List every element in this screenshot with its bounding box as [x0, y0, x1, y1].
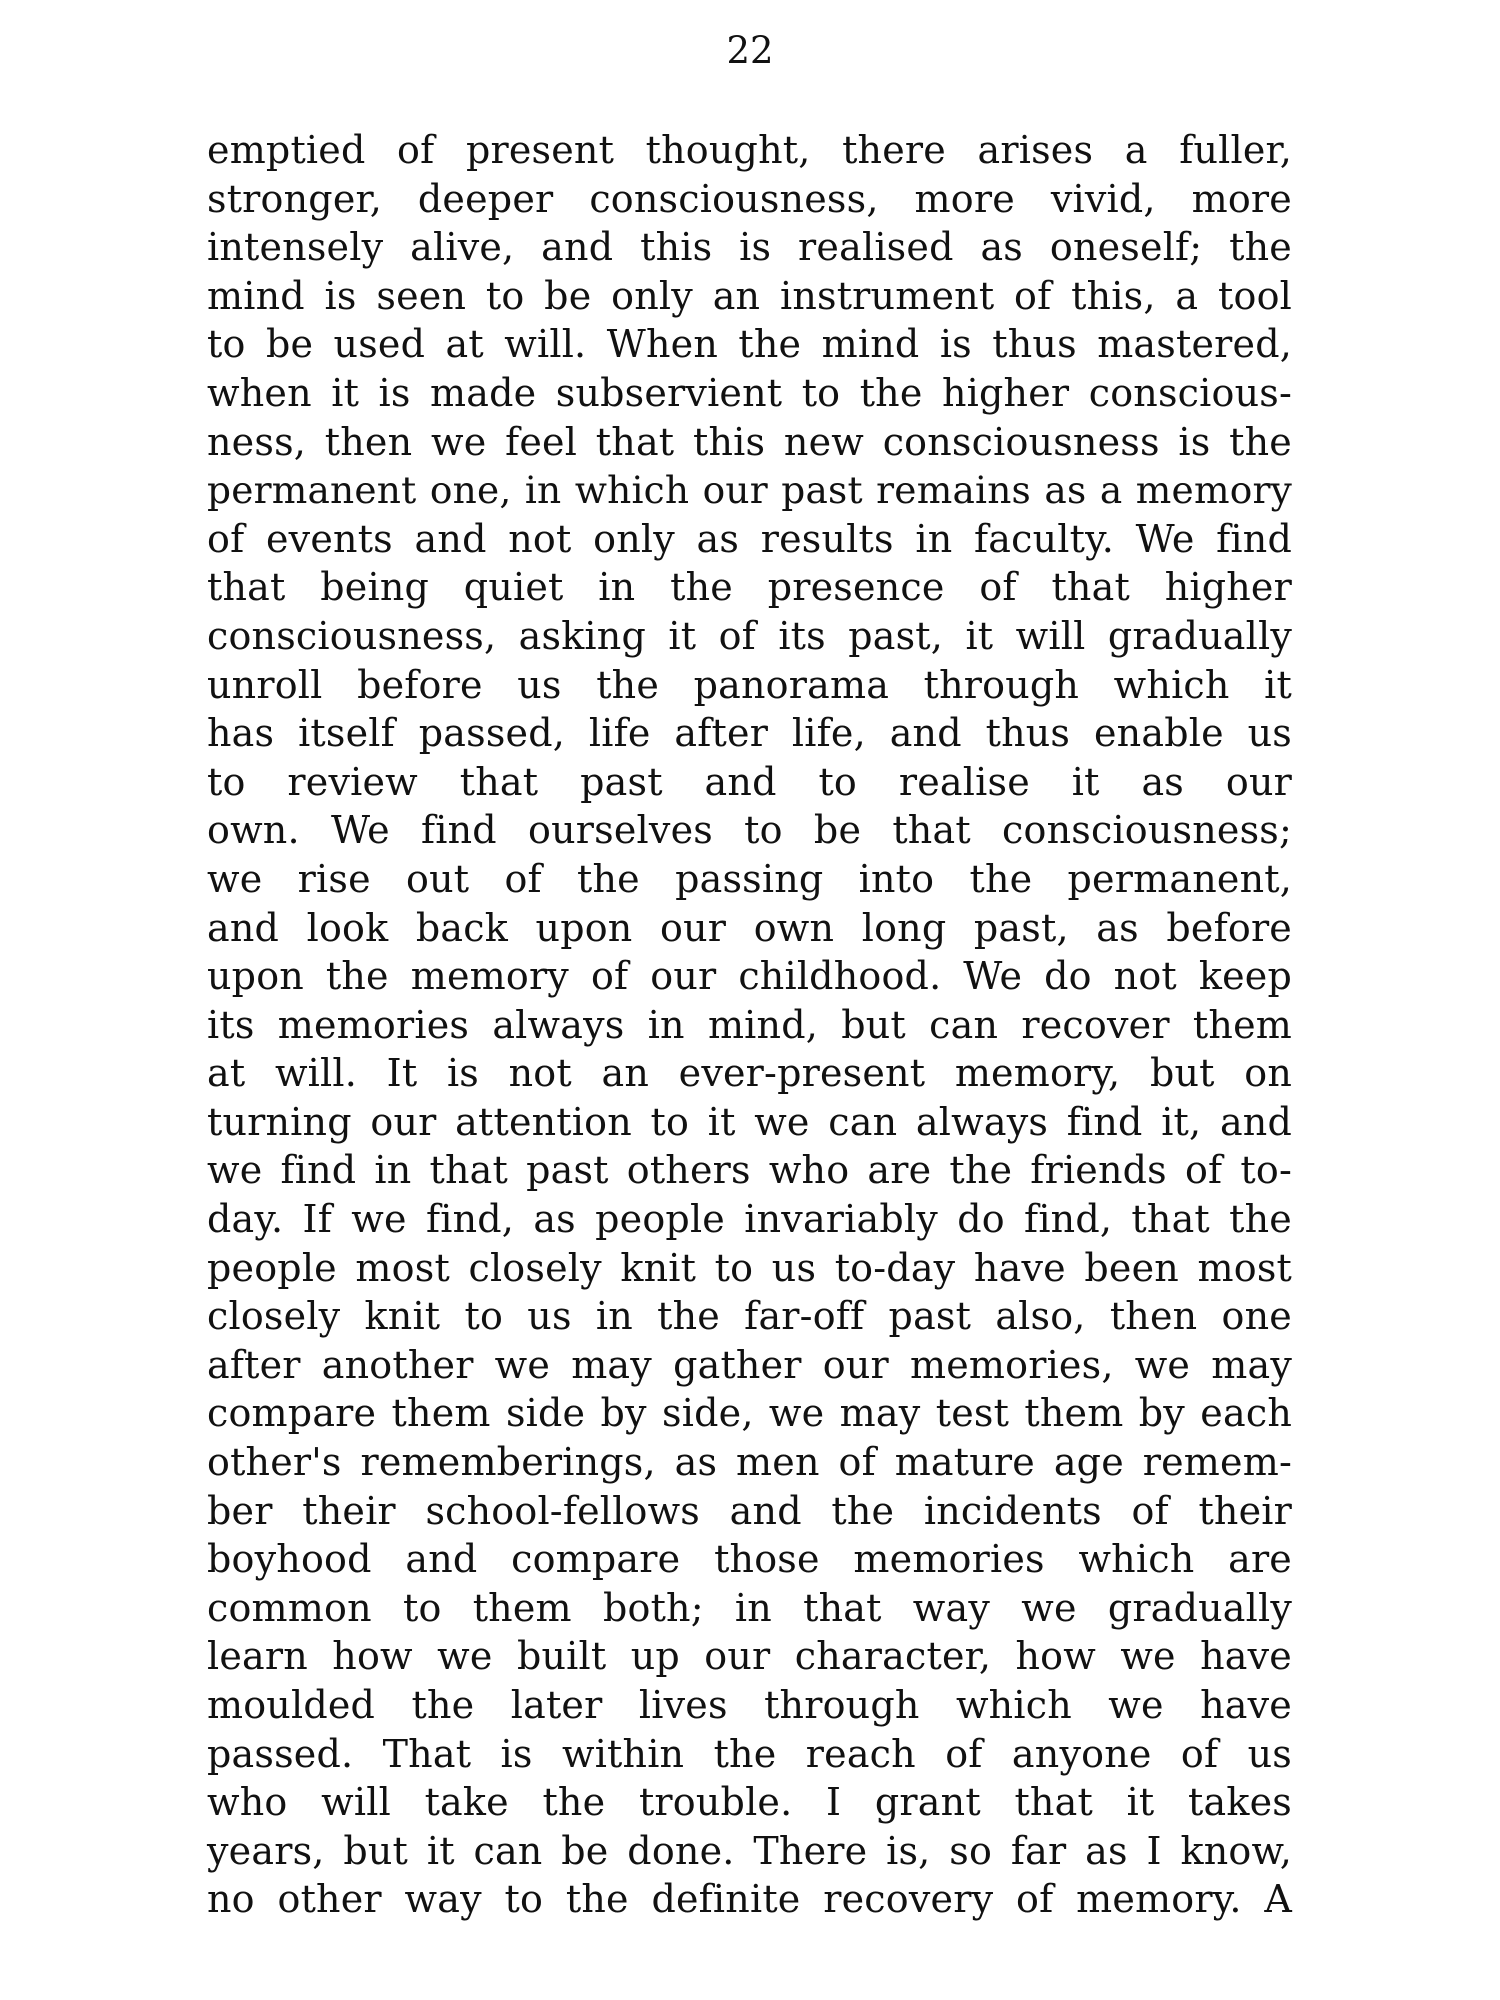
text-line: ber their school-fellows and the incidents of their: [207, 1488, 1292, 1533]
text-line: no other way to the definite recovery of memory. A: [207, 1877, 1292, 1922]
text-line: moulded the later lives through which we have: [207, 1683, 1292, 1727]
text-line: we rise out of the passing into the permanent,: [207, 856, 1292, 901]
text-line: of events and not only as results in faculty. We find: [207, 516, 1292, 561]
text-line: other's rememberings, as men of mature age remem-: [207, 1440, 1292, 1485]
text-line: we find in that past others who are the friends of to-: [207, 1148, 1292, 1193]
text-line: to review that past and to realise it as our: [207, 759, 1292, 804]
text-line: stronger, deeper consciousness, more vivid, more: [207, 176, 1292, 221]
text-line: compare them side by side, we may test them by each: [207, 1391, 1292, 1436]
text-line: emptied of present thought, there arises a fuller,: [207, 128, 1292, 172]
text-line: and look back upon our own long past, as before: [207, 905, 1292, 950]
text-line: after another we may gather our memories, we may: [207, 1342, 1292, 1387]
text-line: learn how we built up our character, how we have: [207, 1634, 1292, 1679]
text-line: turning our attention to it we can always find it, and: [207, 1099, 1292, 1144]
text-line: people most closely knit to us to-day have been most: [207, 1245, 1292, 1290]
text-line: passed. That is within the reach of anyone of us: [207, 1731, 1292, 1776]
text-line: intensely alive, and this is realised as oneself; the: [207, 225, 1292, 270]
text-line: when it is made subservient to the higher conscious-: [207, 370, 1292, 415]
text-line: own. We find ourselves to be that consciousness;: [207, 808, 1292, 853]
text-line: mind is seen to be only an instrument of this, a tool: [207, 273, 1292, 318]
text-line: permanent one, in which our past remains as a memory: [207, 468, 1292, 513]
text-line: years, but it can be done. There is, so far as I know,: [207, 1828, 1292, 1873]
text-line: who will take the trouble. I grant that it takes: [207, 1780, 1292, 1825]
page-number: 22: [726, 29, 774, 72]
text-line: its memories always in mind, but can recover them: [207, 1002, 1292, 1047]
text-line: to be used at will. When the mind is thus mastered,: [207, 322, 1292, 367]
text-line: unroll before us the panorama through which it: [207, 662, 1292, 707]
text-line: closely knit to us in the far-off past also, then one: [207, 1294, 1292, 1339]
text-line: boyhood and compare those memories which are: [207, 1537, 1292, 1582]
text-line: has itself passed, life after life, and thus enable us: [207, 711, 1292, 756]
text-line: day. If we find, as people invariably do find, that the: [207, 1197, 1292, 1242]
text-line: at will. It is not an ever-present memory, but on: [207, 1051, 1292, 1096]
text-line: upon the memory of our childhood. We do not keep: [207, 954, 1292, 999]
text-line: that being quiet in the presence of that higher: [207, 565, 1292, 610]
text-line: consciousness, asking it of its past, it will gradually: [207, 613, 1292, 658]
text-line: ness, then we feel that this new consciousness is the: [207, 419, 1292, 464]
body-text: [207, 126, 1292, 1924]
text-line: common to them both; in that way we gradually: [207, 1585, 1292, 1630]
